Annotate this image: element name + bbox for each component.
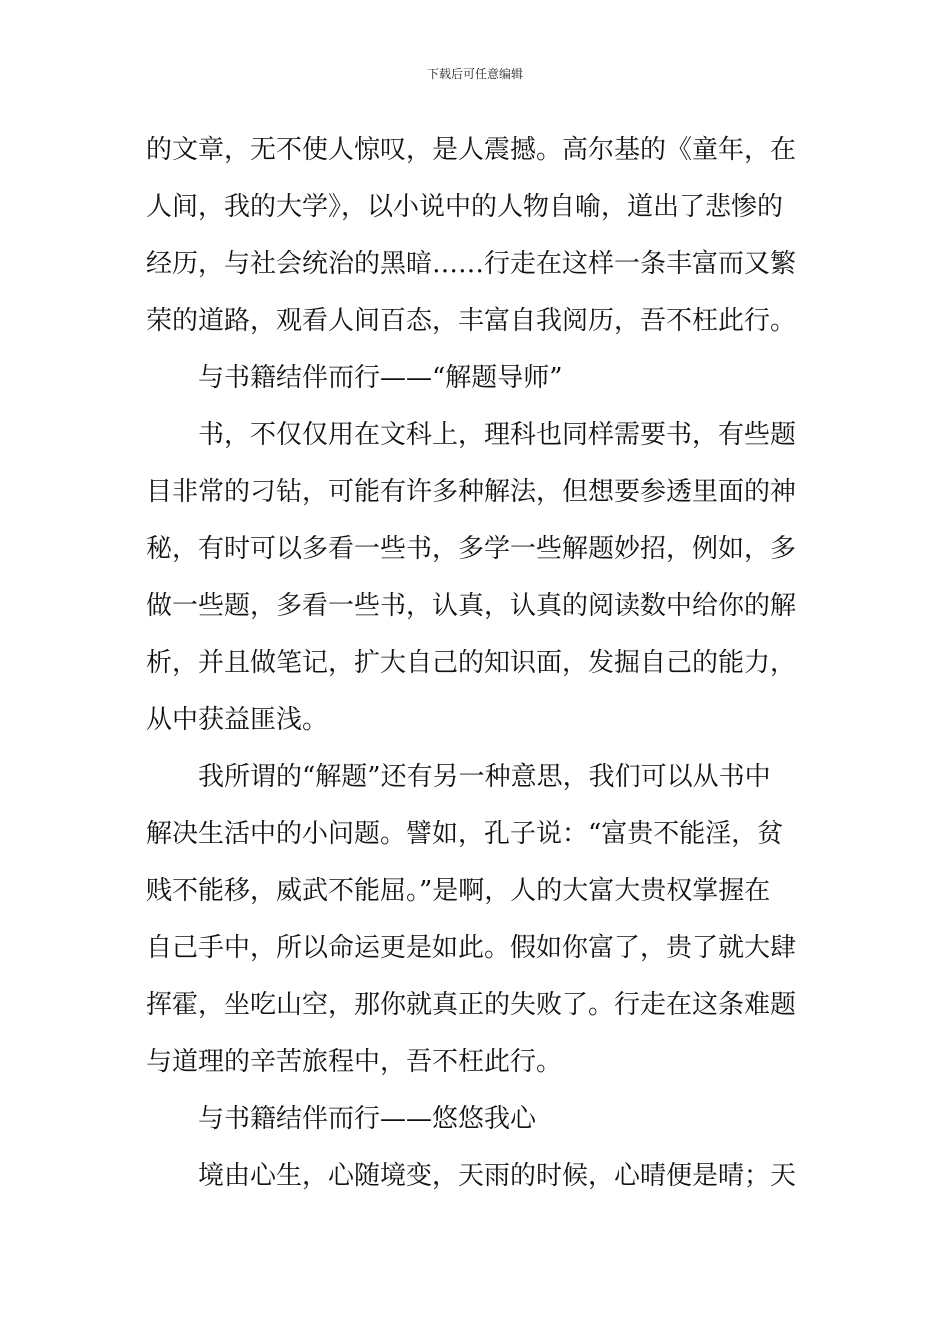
- text-line: 挥霍，坐吃山空，那你就真正的失败了。行走在这条难题: [146, 990, 797, 1020]
- text-line: 贱不能移，威武不能屈。”是啊，人的大富大贵权掌握在: [146, 876, 771, 906]
- text-line: 目非常的刁钻，可能有许多种解法，但想要参透里面的神: [146, 477, 797, 507]
- text-line: 我所谓的“解题”还有另一种意思，我们可以从书中: [198, 762, 771, 792]
- text-line: 做一些题，多看一些书，认真，认真的阅读数中给你的解: [146, 591, 797, 621]
- text-line: 秘，有时可以多看一些书，多学一些解题妙招，例如，多: [146, 534, 797, 564]
- text-line: 荣的道路，观看人间百态，丰富自我阅历，吾不枉此行。: [146, 306, 797, 336]
- section-heading: 与书籍结伴而行——“解题导师”: [198, 363, 563, 393]
- text-line: 与道理的辛苦旅程中，吾不枉此行。: [146, 1047, 563, 1077]
- text-line: 解决生活中的小问题。譬如，孔子说：“富贵不能淫，贫: [146, 819, 784, 849]
- page-header: 下载后可任意编辑: [426, 67, 523, 81]
- text-line: 从中获益匪浅。: [146, 705, 329, 735]
- document-body: [146, 122, 808, 1205]
- text-line: 析，并且做笔记，扩大自己的知识面，发掘自己的能力，: [146, 648, 797, 678]
- text-line: 经历，与社会统治的黑暗……行走在这样一条丰富而又繁: [146, 249, 797, 279]
- text-line: 的文章，无不使人惊叹，是人震撼。高尔基的《童年，在: [146, 135, 797, 165]
- text-line: 自己手中，所以命运更是如此。假如你富了，贵了就大肆: [146, 933, 797, 963]
- text-line: 人间，我的大学》，以小说中的人物自喻，道出了悲惨的: [146, 192, 784, 222]
- text-line: 书，不仅仅用在文科上，理科也同样需要书，有些题: [198, 420, 797, 450]
- text-line: 境由心生，心随境变，天雨的时候，心晴便是晴；天: [198, 1161, 797, 1191]
- section-heading: 与书籍结伴而行——悠悠我心: [198, 1104, 537, 1134]
